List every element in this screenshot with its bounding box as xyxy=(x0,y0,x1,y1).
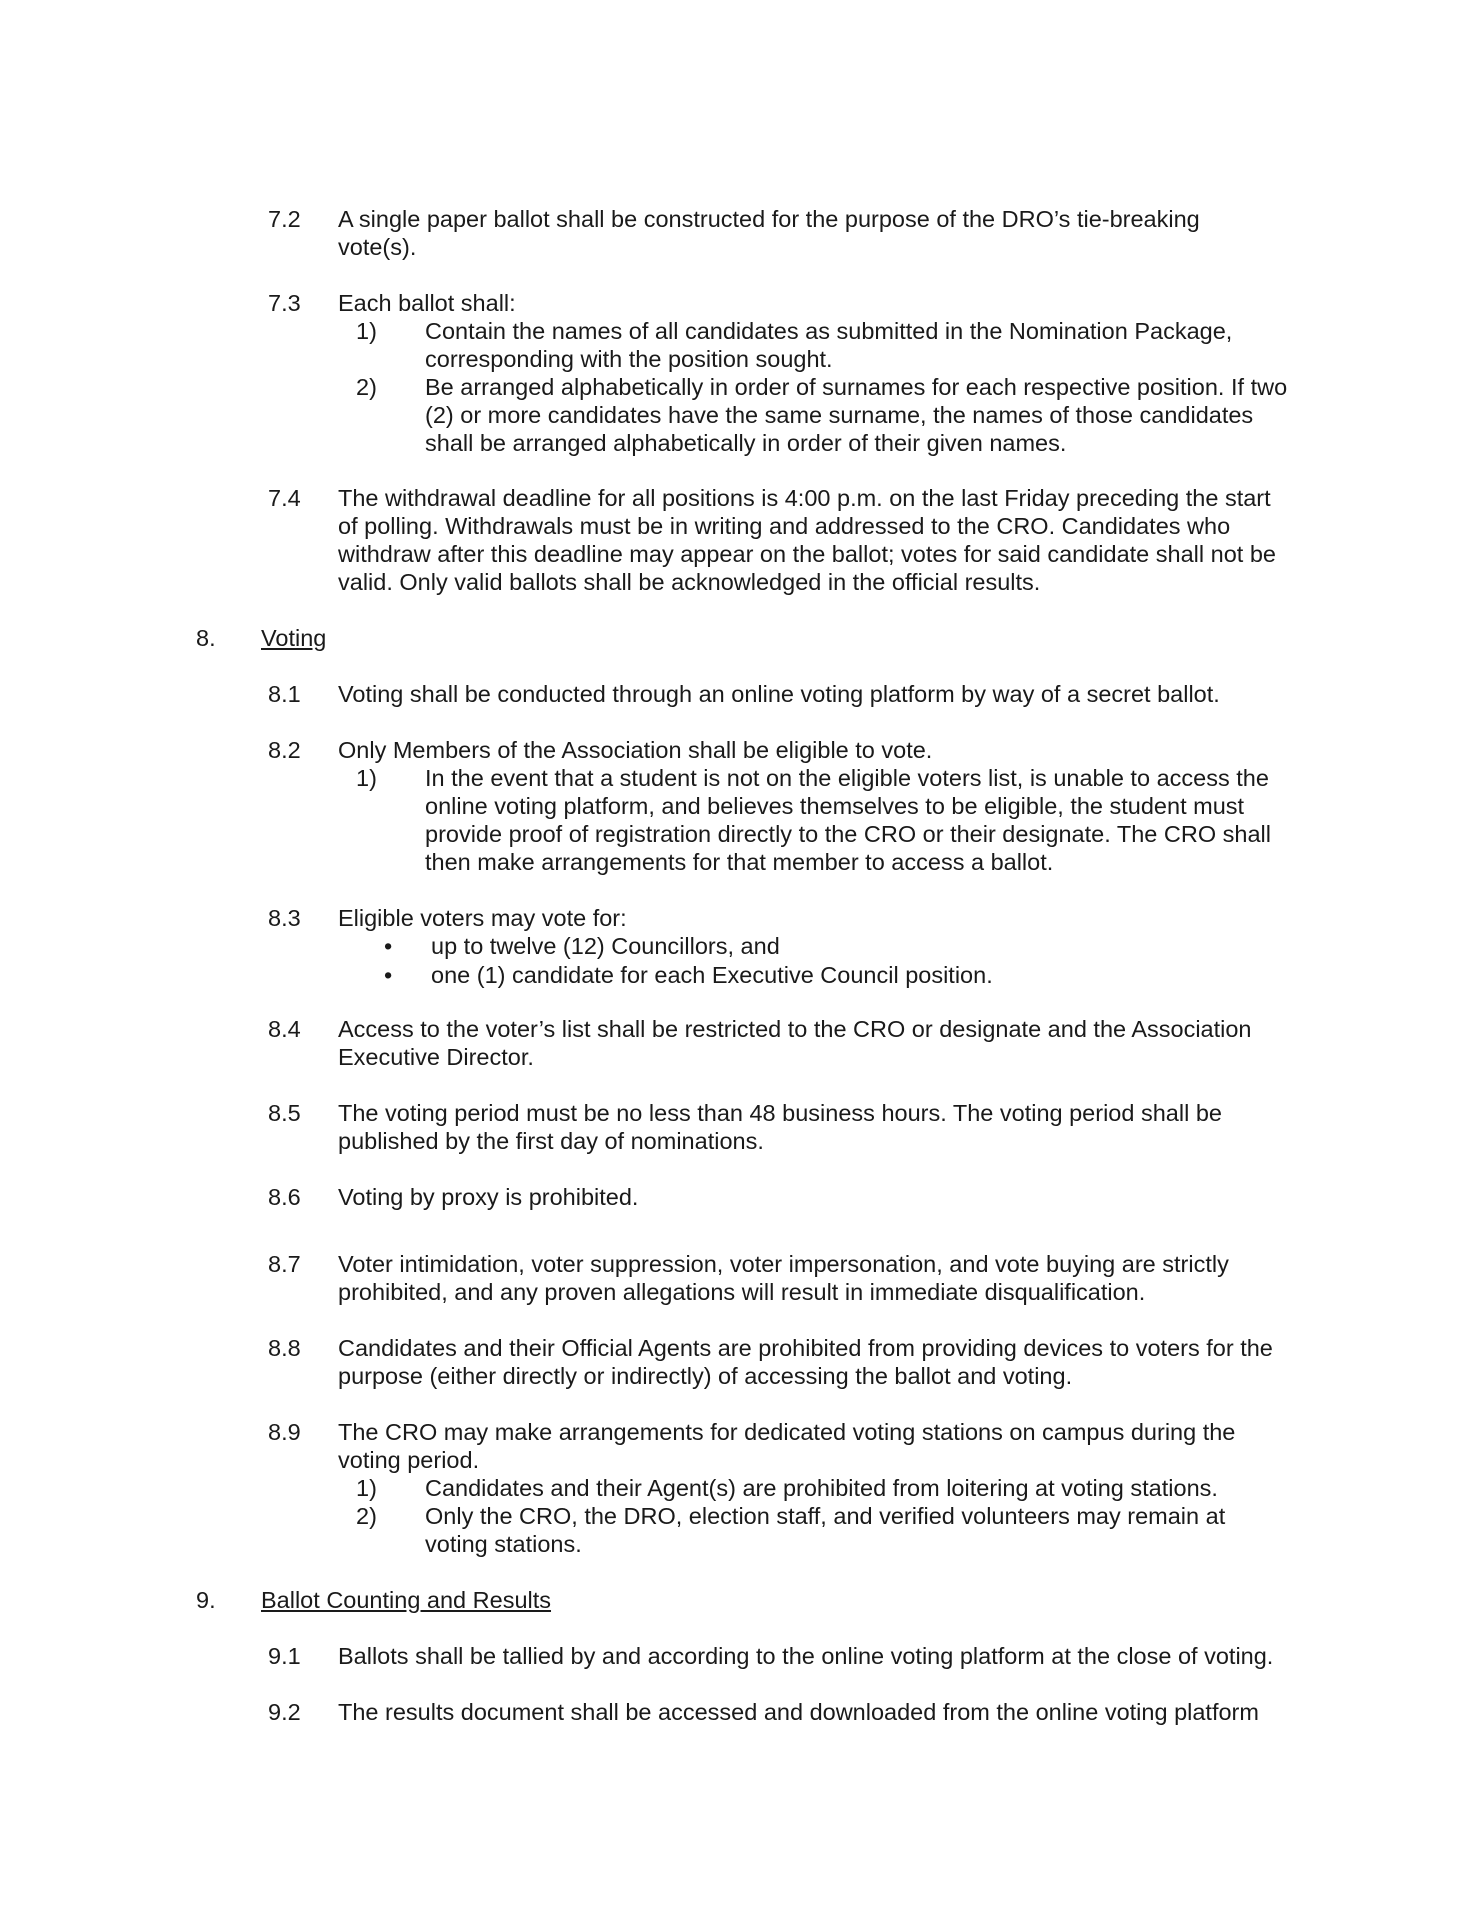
clause-text-line: Ballots shall be tallied by and according to the online voting platform at the close of voting. xyxy=(338,1643,1274,1669)
clause-number: 8.6 xyxy=(268,1184,301,1210)
section-number: 8. xyxy=(196,625,216,651)
list-item-text-line: Contain the names of all candidates as submitted in the Nomination Package, xyxy=(425,318,1233,344)
list-item-text-line: then make arrangements for that member to access a ballot. xyxy=(425,849,1054,875)
list-item-text-line: In the event that a student is not on the eligible voters list, is unable to access the xyxy=(425,765,1269,791)
clause-text-line: voting period. xyxy=(338,1447,480,1473)
clause-text-line: Only Members of the Association shall be eligible to vote. xyxy=(338,737,933,763)
clause-text-line: published by the first day of nominations. xyxy=(338,1128,764,1154)
clause-number: 8.3 xyxy=(268,905,301,931)
list-item-text-line: Candidates and their Agent(s) are prohibited from loitering at voting stations. xyxy=(425,1475,1218,1501)
bullet-item-text: one (1) candidate for each Executive Council position. xyxy=(431,962,993,988)
section-title: Voting xyxy=(261,625,327,651)
list-item-text-line: online voting platform, and believes themselves to be eligible, the student must xyxy=(425,793,1245,819)
clause-number: 7.2 xyxy=(268,206,301,232)
list-item-number: 1) xyxy=(356,765,377,791)
list-item-text-line: voting stations. xyxy=(425,1531,582,1557)
clause-text-line: Candidates and their Official Agents are prohibited from providing devices to voters for the xyxy=(338,1335,1273,1361)
bullet-icon: • xyxy=(384,933,393,959)
list-item-text-line: corresponding with the position sought. xyxy=(425,346,833,372)
bullet-icon: • xyxy=(384,962,393,988)
clause-text-line: The voting period must be no less than 48 business hours. The voting period shall be xyxy=(338,1100,1222,1126)
clause-number: 8.5 xyxy=(268,1100,301,1126)
list-item-number: 2) xyxy=(356,1503,377,1529)
list-item-text-line: provide proof of registration directly to the CRO or their designate. The CRO shall xyxy=(425,821,1271,847)
clause-number: 9.2 xyxy=(268,1699,301,1725)
section-number: 9. xyxy=(196,1587,216,1613)
section-title: Ballot Counting and Results xyxy=(261,1587,552,1613)
clause-text-line: vote(s). xyxy=(338,234,417,260)
clause-text-line: of polling. Withdrawals must be in writing and addressed to the CRO. Candidates who xyxy=(338,513,1231,539)
clause-text-line: Access to the voter’s list shall be restricted to the CRO or designate and the Association xyxy=(338,1016,1252,1042)
list-item-text-line: Only the CRO, the DRO, election staff, and verified volunteers may remain at xyxy=(425,1503,1226,1529)
clause-text-line: Voting by proxy is prohibited. xyxy=(338,1184,639,1210)
clause-number: 8.8 xyxy=(268,1335,301,1361)
list-item-number: 2) xyxy=(356,374,377,400)
clause-number: 9.1 xyxy=(268,1643,301,1669)
clause-text-line: The results document shall be accessed and downloaded from the online voting platform xyxy=(338,1699,1259,1725)
list-item-text-line: (2) or more candidates have the same surname, the names of those candidates xyxy=(425,402,1254,428)
clause-text-line: Voting shall be conducted through an online voting platform by way of a secret ballot. xyxy=(338,681,1220,707)
clause-text-line: The CRO may make arrangements for dedicated voting stations on campus during the xyxy=(338,1419,1236,1445)
list-item-text-line: Be arranged alphabetically in order of surnames for each respective position. If two xyxy=(425,374,1288,400)
clause-number: 8.4 xyxy=(268,1016,301,1042)
bullet-item-text: up to twelve (12) Councillors, and xyxy=(431,933,780,959)
clause-text-line: withdraw after this deadline may appear on the ballot; votes for said candidate shall not be xyxy=(338,541,1276,567)
clause-text-line: Voter intimidation, voter suppression, voter impersonation, and vote buying are strictly xyxy=(338,1251,1229,1277)
clause-text-line: valid. Only valid ballots shall be acknowledged in the official results. xyxy=(338,569,1041,595)
clause-number: 8.2 xyxy=(268,737,301,763)
clause-number: 8.1 xyxy=(268,681,301,707)
clause-number: 8.7 xyxy=(268,1251,301,1277)
clause-text-line: Executive Director. xyxy=(338,1044,534,1070)
clause-text-line: Each ballot shall: xyxy=(338,290,516,316)
list-item-number: 1) xyxy=(356,318,377,344)
clause-number: 8.9 xyxy=(268,1419,301,1445)
clause-text-line: prohibited, and any proven allegations will result in immediate disqualification. xyxy=(338,1279,1146,1305)
clause-number: 7.3 xyxy=(268,290,301,316)
list-item-text-line: shall be arranged alphabetically in order of their given names. xyxy=(425,430,1067,456)
clause-text-line: The withdrawal deadline for all positions is 4:00 p.m. on the last Friday preceding the start xyxy=(338,485,1271,511)
clause-text-line: Eligible voters may vote for: xyxy=(338,905,627,931)
list-item-number: 1) xyxy=(356,1475,377,1501)
clause-text-line: purpose (either directly or indirectly) of accessing the ballot and voting. xyxy=(338,1363,1073,1389)
clause-text-line: A single paper ballot shall be constructed for the purpose of the DRO’s tie-breaking xyxy=(338,206,1200,232)
clause-number: 7.4 xyxy=(268,485,301,511)
